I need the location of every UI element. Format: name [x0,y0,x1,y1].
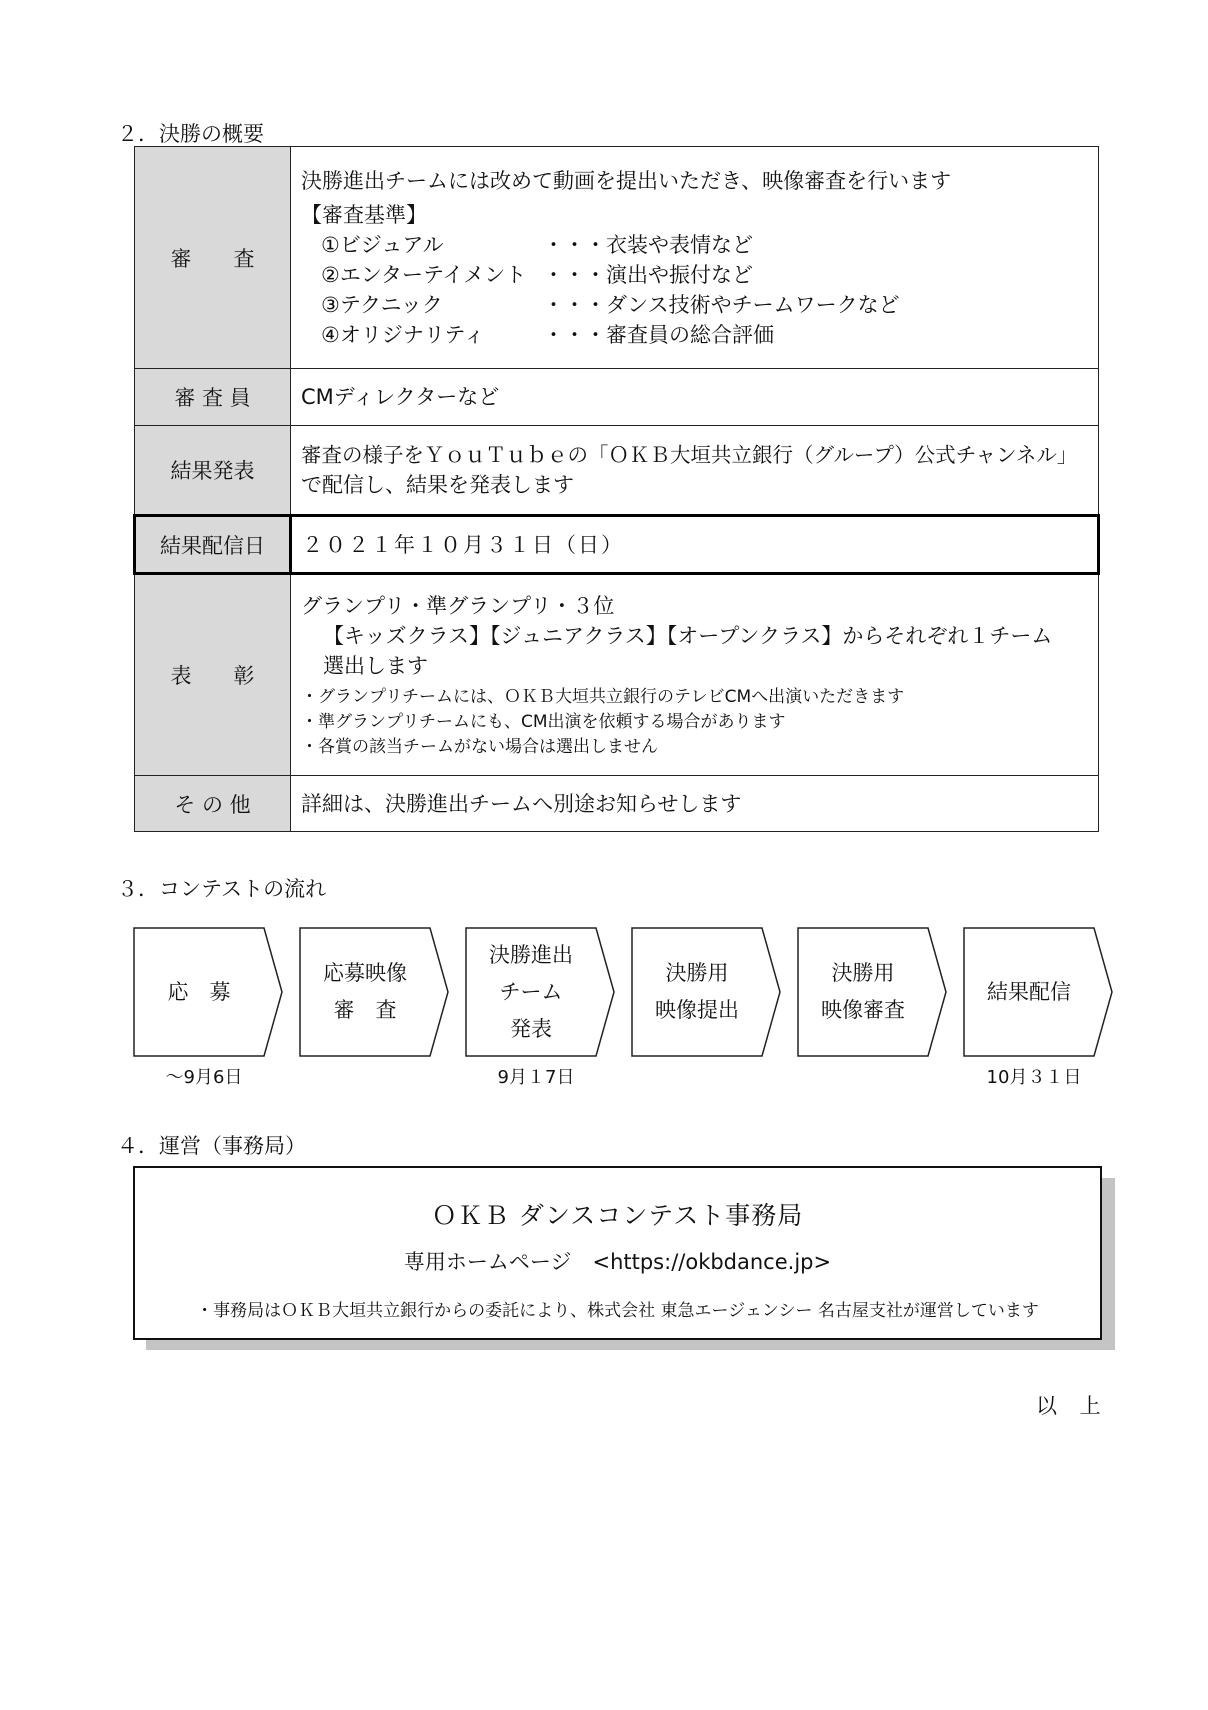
flow-step-label: 映像提出 [655,998,739,1022]
row-value-results [291,426,1099,516]
office-note: ・事務局はＯＫＢ大垣共立銀行からの委託により、株式会社 東急エージェンシー 名古屋支社が運営しています [196,1301,1039,1321]
criteria-list [301,230,1088,350]
row-value-result-date: ２０２１年１０月３１日（日） [291,516,1099,574]
awards-line-1: グランプリ・準グランプリ・３位 [301,593,615,618]
section-heading-finals: ２．決勝の概要 [117,122,264,146]
flow-step-label: 決勝進出 [489,942,573,967]
row-label-other: そ の 他 [135,776,291,832]
flow-step-date: 9月１7日 [497,1067,575,1088]
judging-intro: 決勝進出チームには改めて動画を提出いただき、映像審査を行います [301,168,952,193]
flow-step [465,927,615,1057]
criteria-desc: ・・・審査員の総合評価 [543,322,774,347]
criteria-heading: 【審査基準】 [301,202,427,227]
awards-note: ・グランプリチームには、ＯＫＢ大垣共立銀行のテレビCMへ出演いただきます [301,686,905,707]
flow-step [963,927,1113,1057]
flow-step-label: 決勝用 [831,961,895,985]
flow-step-label: 審 査 [333,998,397,1022]
row-label-judging: 審 査 [135,147,291,369]
row-label-results: 結果発表 [135,426,291,516]
table-row-other [135,776,1099,832]
table-row-awards [135,574,1099,776]
row-label-awards: 表 彰 [135,574,291,776]
finals-summary-table [133,146,1100,832]
awards-line-3: 選出します [323,653,428,678]
section-heading-flow: ３．コンテストの流れ [117,877,327,901]
section-heading-office: ４．運営（事務局） [117,1134,306,1158]
flow-step-label: 応募映像 [323,961,407,985]
table-row-judges [135,369,1099,426]
table-row-judging [135,147,1099,369]
row-value-other: 詳細は、決勝進出チームへ別途お知らせします [291,776,1099,832]
flow-step-label: 応 募 [167,979,231,1004]
flow-step [631,927,781,1057]
criteria-desc: ・・・演出や振付など [543,262,753,287]
criteria-desc: ・・・ダンス技術やチームワークなど [543,292,900,317]
results-line-2: で配信し、結果を発表します [301,473,574,497]
criteria-name: ②エンターテイメント [321,262,527,287]
flow-step-label: 映像審査 [821,998,905,1022]
criteria-name: ④オリジナリティ [321,322,485,347]
row-value-judges: CMディレクターなど [291,369,1099,426]
office-box [133,1166,1102,1340]
flow-step [299,927,449,1057]
row-value-awards [291,574,1099,776]
criteria-name: ③テクニック [321,292,443,317]
flow-step [133,927,283,1057]
results-line-1: 審査の様子をＹｏｕＴｕｂｅの「ＯＫＢ大垣共立銀行（グループ）公式チャンネル」 [301,443,1078,467]
table-row-result-date [135,516,1099,574]
flow-step-date: ～9月6日 [165,1067,243,1088]
contest-flow [133,927,1113,1087]
office-name: ＯＫＢ ダンスコンテスト事務局 [431,1201,804,1230]
closing-mark: 以 上 [1036,1394,1109,1418]
flow-step-label: チーム [499,979,563,1004]
flow-step-date: 10月３１日 [986,1067,1082,1088]
criteria-name: ①ビジュアル [321,232,444,257]
row-label-result-date: 結果配信日 [135,516,291,574]
row-value-judging [291,147,1099,369]
flow-step-label: 発表 [510,1016,552,1041]
awards-line-2: 【キッズクラス】【ジュニアクラス】【オープンクラス】からそれぞれ１チーム [323,623,1053,648]
table-row-results [135,426,1099,516]
awards-note: ・準グランプリチームにも、CM出演を依頼する場合があります [301,711,786,732]
row-label-judges: 審 査 員 [135,369,291,426]
flow-step [797,927,947,1057]
office-website-link[interactable]: 専用ホームページ <https://okbdance.jp> [403,1250,832,1274]
flow-step-label: 結果配信 [987,979,1071,1004]
criteria-desc: ・・・衣装や表情など [543,232,753,257]
flow-step-label: 決勝用 [665,961,729,985]
awards-note: ・各賞の該当チームがない場合は選出しません [301,736,658,757]
